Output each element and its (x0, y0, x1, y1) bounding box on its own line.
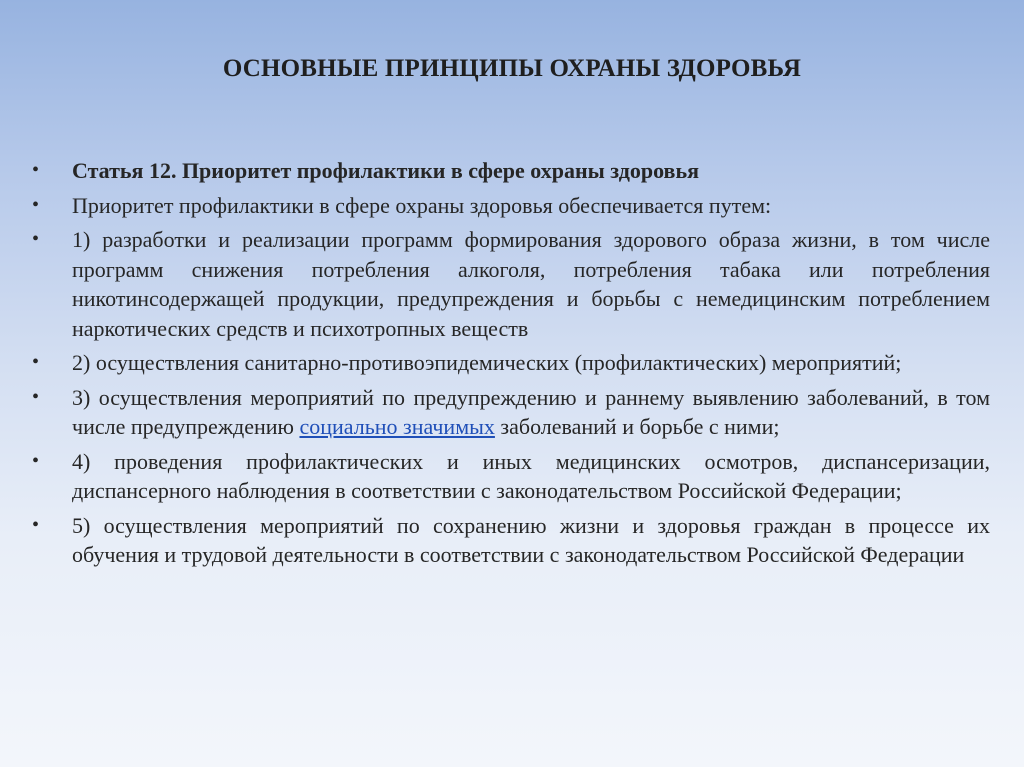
article-heading-text: Статья 12. Приоритет профилактики в сфере охраны здоровья (72, 158, 699, 183)
bullet-icon: • (32, 159, 40, 181)
list-item-article-heading (32, 156, 990, 186)
list-item-4 (32, 447, 990, 506)
list-item-3 (32, 383, 990, 442)
list-item-intro (32, 191, 990, 221)
bullet-icon: • (32, 228, 40, 250)
list-item-5 (32, 511, 990, 570)
item-3-text-after: заболеваний и борьбе с ними; (494, 414, 780, 439)
item-3-text-before: 3) осуществления мероприятий по предупреждению и раннему выявлению заболеваний, в том числе предупреждению (72, 384, 990, 439)
bullet-icon: • (32, 351, 40, 373)
bullet-list (32, 156, 990, 575)
item-2-text: 2) осуществления санитарно-противоэпидемических (профилактических) мероприятий; (72, 350, 902, 375)
item-3-text (72, 385, 990, 440)
list-item-2 (32, 348, 990, 378)
item-1-text: 1) разработки и реализации программ формирования здорового образа жизни, в том числе программ снижения потребления алкоголя, потребления табака или потребления никотинсодержащей продукции, предупреждения и борьбы с немедицинским потреблением наркотических средств и психотропных веществ (72, 227, 990, 341)
bullet-icon: • (32, 193, 40, 216)
socially-significant-link[interactable]: социально значимых (299, 414, 495, 439)
intro-text: Приоритет профилактики в сфере охраны здоровья обеспечивается путем: (72, 192, 772, 218)
bullet-icon: • (32, 449, 40, 472)
list-item-1 (32, 225, 990, 343)
bullet-icon: • (32, 513, 40, 536)
slide-title: ОСНОВНЫЕ ПРИНЦИПЫ ОХРАНЫ ЗДОРОВЬЯ (222, 55, 802, 82)
item-4-text: 4) проведения профилактических и иных медицинских осмотров, диспансеризации, диспансерного наблюдения в соответствии с законодательством Российской Федерации; (72, 448, 990, 503)
item-5-text: 5) осуществления мероприятий по сохранению жизни и здоровья граждан в процессе их обучения и трудовой деятельности в соответствии с законодательством Российской Федерации (72, 512, 990, 567)
bullet-icon: • (32, 385, 40, 408)
